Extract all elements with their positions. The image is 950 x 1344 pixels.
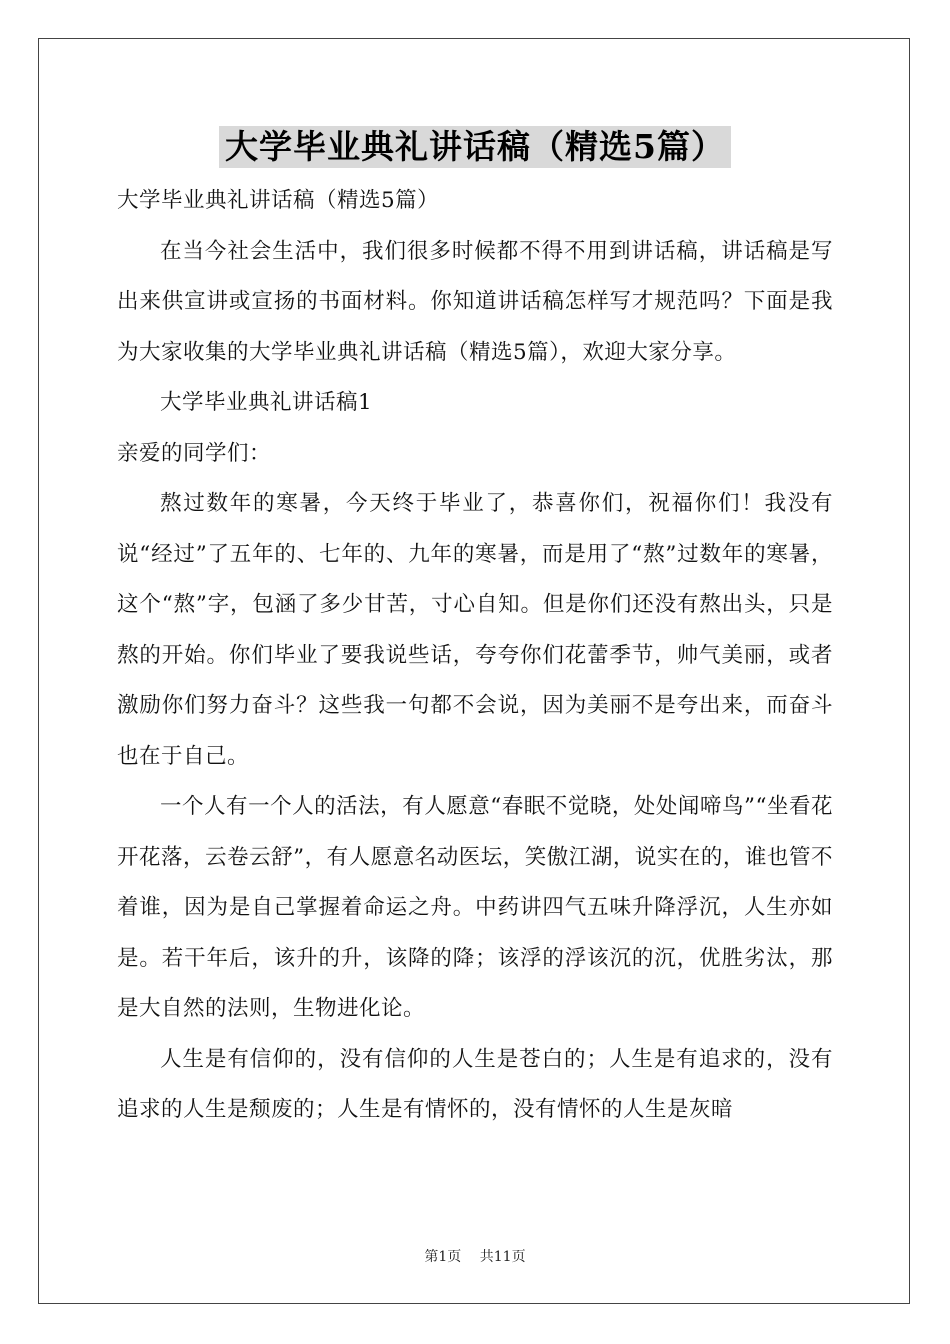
document-title: 大学毕业典礼讲话稿（精选5篇）	[219, 126, 731, 168]
document-body	[117, 176, 833, 1136]
section-heading-1: 大学毕业典礼讲话稿1	[160, 390, 373, 415]
paragraph-intro: 在当今社会生活中，我们很多时候都不得不用到讲话稿，讲话稿是写出来供宣讲或宣扬的书面材料。你知道讲话稿怎样写才规范吗？下面是我为大家收集的大学毕业典礼讲话稿（精选5篇），欢迎大家分享。	[117, 238, 833, 365]
page-number: 第1页	[424, 1249, 462, 1265]
page-total: 共11页	[479, 1249, 526, 1265]
paragraph-subtitle: 大学毕业典礼讲话稿（精选5篇）	[117, 188, 440, 213]
paragraph-body: 人生是有信仰的，没有信仰的人生是苍白的；人生是有追求的，没有追求的人生是颓废的；人生是有情怀的，没有情怀的人生是灰暗	[117, 1046, 833, 1122]
paragraph-body: 一个人有一个人的活法，有人愿意“春眠不觉晓，处处闻啼鸟”“坐看花开花落，云卷云舒”，有人愿意名动医坛，笑傲江湖，说实在的，谁也管不着谁，因为是自己掌握着命运之舟。中药讲四气五味升降浮沉，人生亦如是。若干年后，该升的升，该降的降；该浮的浮该沉的沉，优胜劣汰，那是大自然的法则，生物进化论。	[117, 794, 833, 1021]
paragraph-salutation: 亲爱的同学们：	[117, 440, 272, 466]
page-footer	[0, 1246, 950, 1266]
paragraph-body: 熬过数年的寒暑，今天终于毕业了，恭喜你们，祝福你们！我没有说“经过”了五年的、七年的、九年的寒暑，而是用了“熬”过数年的寒暑，这个“熬”字，包涵了多少甘苦，寸心自知。但是你们还没有熬出头，只是熬的开始。你们毕业了要我说些话，夸夸你们花蕾季节，帅气美丽，或者激励你们努力奋斗？这些我一句都不会说，因为美丽不是夸出来，而奋斗也在于自己。	[117, 491, 833, 769]
title-container	[0, 126, 950, 168]
